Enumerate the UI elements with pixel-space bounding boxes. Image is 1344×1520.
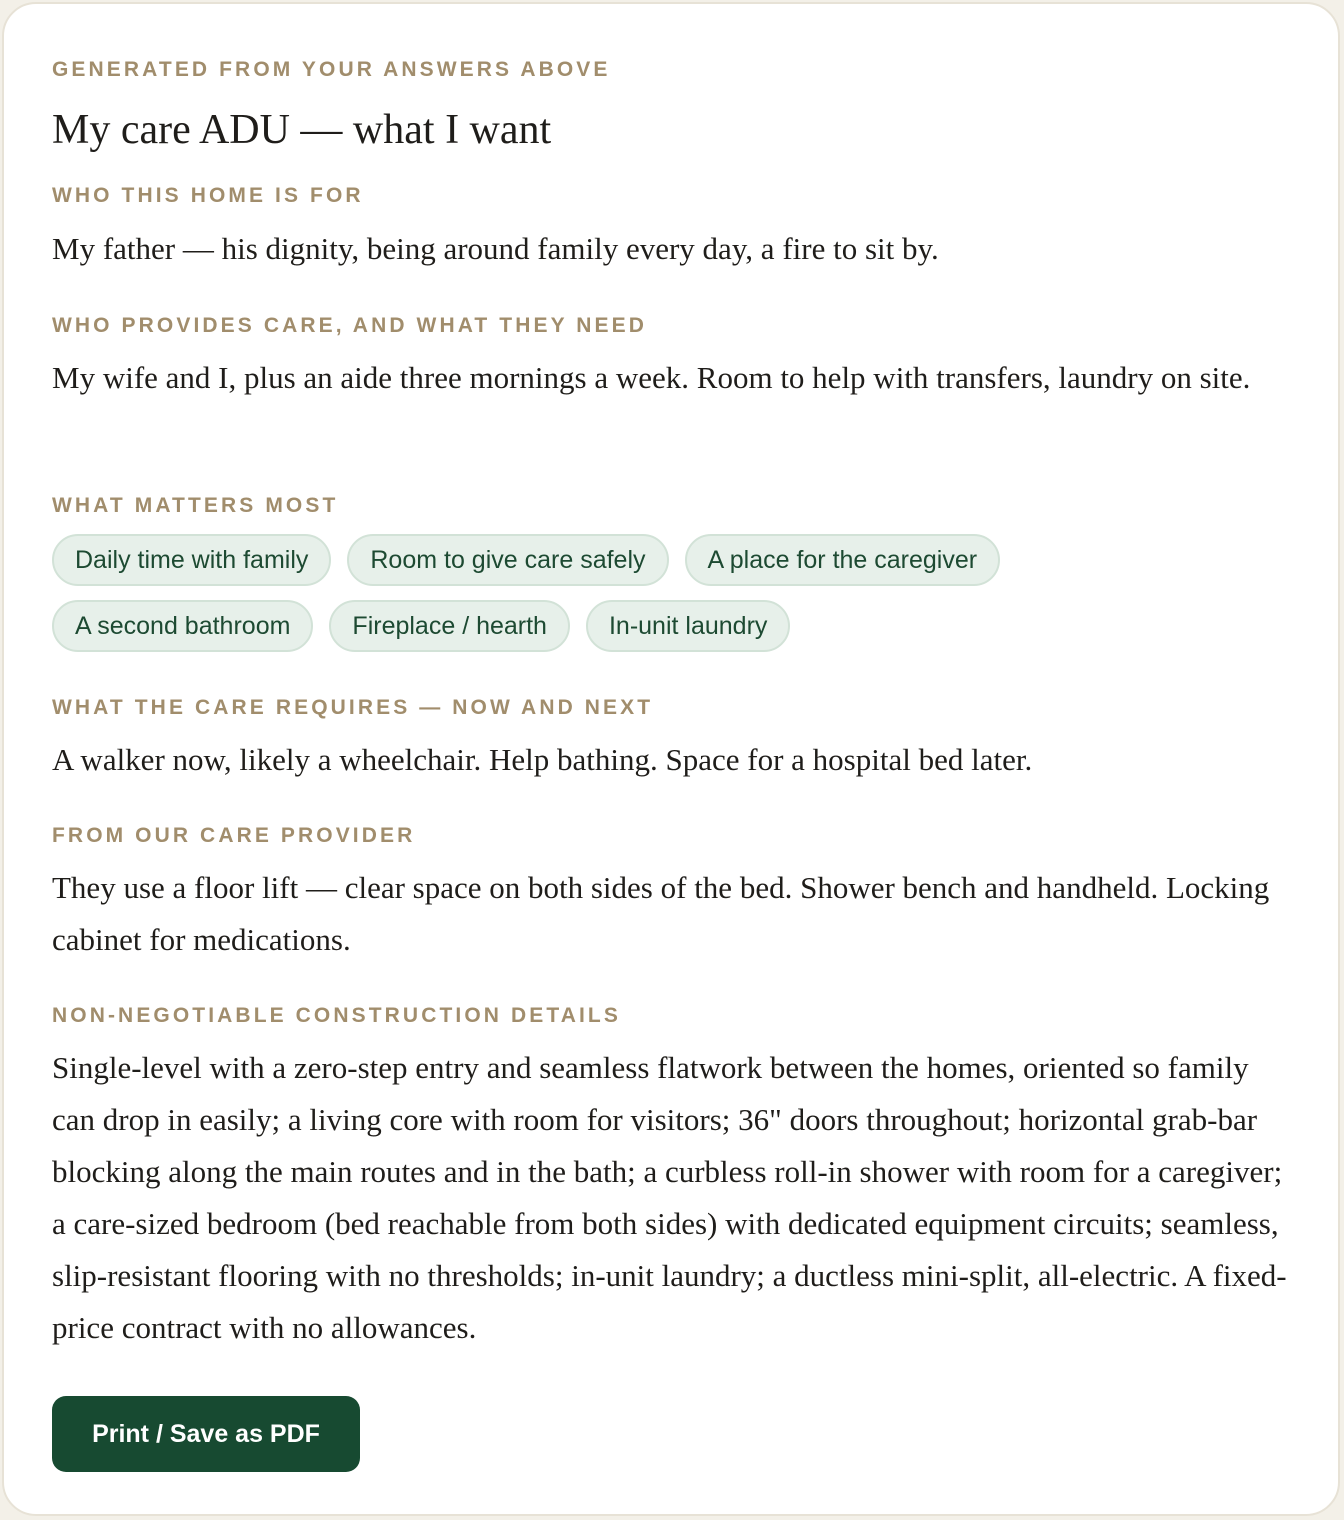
chip-place-for-caregiver: A place for the caregiver <box>685 534 1001 586</box>
construction-text: Single-level with a zero-step entry and seamless flatwork between the homes, oriented so family can drop in easily; a living core with room for visitors; 36" doors throughout; horizontal grab-bar blocking along the main routes and in the bath; a curbless roll-in shower with room for a caregiver; a care-sized bedroom (bed reachable from both sides) with dedicated equipment circuits; seamless, slip-resistant flooring with no thresholds; in-unit laundry; a ductless mini-split, all-electric. A fixed-price contract with no allowances. <box>52 1050 1287 1345</box>
construction-label: NON-NEGOTIABLE CONSTRUCTION DETAILS <box>52 1004 621 1027</box>
chip-row <box>52 600 1292 652</box>
chip-daily-time-with-family: Daily time with family <box>52 534 331 586</box>
generated-kicker: GENERATED FROM YOUR ANSWERS ABOVE <box>52 58 611 81</box>
chip-second-bathroom: A second bathroom <box>52 600 313 652</box>
who-for-label: WHO THIS HOME IS FOR <box>52 184 364 207</box>
care-requires-text: A walker now, likely a wheelchair. Help bathing. Space for a hospital bed later. <box>52 742 1033 777</box>
matters-most-label: WHAT MATTERS MOST <box>52 494 339 517</box>
chip-row <box>52 534 1292 586</box>
from-provider-text: They use a floor lift — clear space on both sides of the bed. Shower bench and handheld. Locking cabinet for medications. <box>52 870 1270 957</box>
priority-chips <box>52 534 1292 666</box>
from-provider-label: FROM OUR CARE PROVIDER <box>52 824 416 847</box>
care-provider-text: My wife and I, plus an aide three mornings a week. Room to help with transfers, laundry on site. <box>52 360 1251 395</box>
summary-card <box>2 2 1340 1516</box>
who-for-text: My father — his dignity, being around family every day, a fire to sit by. <box>52 231 939 266</box>
care-requires-label: WHAT THE CARE REQUIRES — NOW AND NEXT <box>52 696 654 719</box>
chip-fireplace-hearth: Fireplace / hearth <box>329 600 570 652</box>
page-title: My care ADU — what I want <box>52 107 552 153</box>
care-provider-label: WHO PROVIDES CARE, AND WHAT THEY NEED <box>52 314 648 337</box>
chip-room-to-give-care: Room to give care safely <box>347 534 668 586</box>
print-save-pdf-button[interactable]: Print / Save as PDF <box>52 1396 360 1472</box>
chip-in-unit-laundry: In-unit laundry <box>586 600 790 652</box>
